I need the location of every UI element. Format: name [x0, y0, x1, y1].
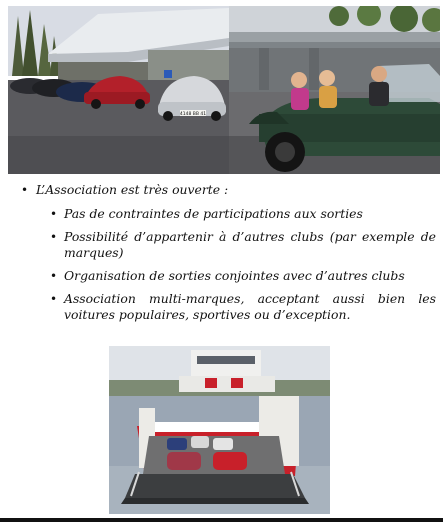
bullet-icon: •: [50, 207, 58, 221]
list-item: [8, 229, 436, 261]
sub-item-text: Pas de contraintes de participations aux sorties: [64, 206, 363, 221]
bullet-icon: •: [21, 183, 29, 197]
photo-classic-car-parking: [8, 6, 229, 174]
photo-vintage-convertible: [229, 6, 440, 174]
list-item-main: [8, 182, 436, 198]
main-item-text: L’Association est très ouverte :: [36, 182, 229, 197]
bullet-icon: •: [50, 269, 58, 283]
list-item: [8, 206, 436, 222]
description-list: [8, 182, 436, 330]
bullet-icon: •: [50, 292, 58, 306]
sub-item-text: Organisation de sorties conjointes avec d’autres clubs: [64, 268, 405, 283]
sub-item-text: Association multi-marques, acceptant aussi bien les voitures populaires, sportives ou d’exception.: [64, 291, 436, 322]
list-item: [8, 268, 436, 284]
bullet-icon: •: [50, 230, 58, 244]
license-plate: 4148 BB 41: [179, 112, 207, 117]
photo-car-ferry: [109, 346, 330, 514]
bottom-divider: [0, 518, 443, 522]
list-item: [8, 291, 436, 323]
sub-item-text: Possibilité d’appartenir à d’autres clubs (par exemple de marques): [64, 229, 436, 260]
sub-list: [8, 206, 436, 323]
